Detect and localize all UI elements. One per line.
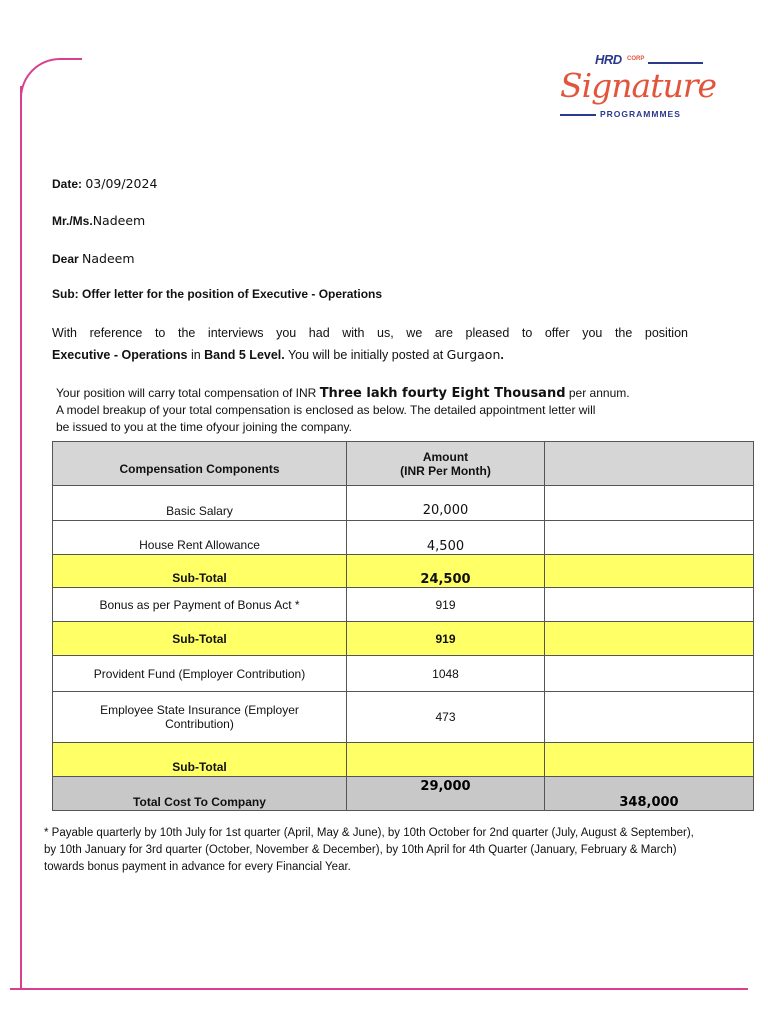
intro-line-2 xyxy=(52,348,504,362)
intro-paragraph xyxy=(52,323,688,366)
logo-programmes-text: PROGRAMMMES xyxy=(600,109,681,119)
date-line xyxy=(52,176,157,191)
row-component: Employee State Insurance (Employer Contribution) xyxy=(53,692,347,743)
header-amount-line2: (INR Per Month) xyxy=(400,463,491,478)
row-component: House Rent Allowance xyxy=(53,521,347,555)
page-border-curve xyxy=(20,58,82,100)
logo-corp-text: CORP xyxy=(627,56,645,62)
subtotal-label: Sub-Total xyxy=(53,555,347,588)
subtotal-amount: 919 xyxy=(347,622,545,656)
total-row xyxy=(53,777,754,811)
total-monthly: 29,000 xyxy=(347,777,545,811)
intro-end: . xyxy=(500,348,504,362)
row-amount: 20,000 xyxy=(347,486,545,521)
table-header-row xyxy=(53,442,754,486)
compensation-suffix: per annum. xyxy=(565,386,630,400)
subtotal-row xyxy=(53,622,754,656)
subtotal-amount xyxy=(347,743,545,777)
recipient-name: Nadeem xyxy=(92,213,146,228)
row-extra xyxy=(545,521,754,555)
table-row xyxy=(53,692,754,743)
bonus-footnote: * Payable quarterly by 10th July for 1st quarter (April, May & June), by 10th October for 2nd quarter (July, August & September), by 10th January for 3rd quarter (October, November & December), by 10th April for 4th Quarter (January, February & March) towards bonus payment in advance for every Financial Year. xyxy=(44,827,694,873)
date-label: Date: xyxy=(52,177,83,191)
row-component: Basic Salary xyxy=(53,486,347,521)
row-amount: 4,500 xyxy=(347,521,545,555)
row-extra xyxy=(545,486,754,521)
row-extra xyxy=(545,588,754,622)
row-extra xyxy=(545,622,754,656)
compensation-line-2: A model breakup of your total compensation is enclosed as below. The detailed appointment letter will xyxy=(56,403,596,417)
row-extra xyxy=(545,656,754,692)
hrd-signature-logo xyxy=(558,52,717,124)
compensation-amount-words: Three lakh fourty Eight Thousand xyxy=(319,386,566,401)
header-components: Compensation Components xyxy=(53,442,347,486)
intro-in-text: in xyxy=(187,348,205,362)
position-title: Executive - Operations xyxy=(52,348,188,362)
page-border-left xyxy=(20,86,22,990)
compensation-prefix: Your position will carry total compensation of INR xyxy=(56,386,320,400)
compensation-line-1 xyxy=(56,385,756,402)
row-component: Provident Fund (Employer Contribution) xyxy=(53,656,347,692)
recipient-label: Mr./Ms. xyxy=(52,214,93,228)
table-row xyxy=(53,486,754,521)
row-component: Bonus as per Payment of Bonus Act * xyxy=(53,588,347,622)
subtotal-amount: 24,500 xyxy=(347,555,545,588)
row-amount: 1048 xyxy=(347,656,545,692)
band-level: Band 5 Level. xyxy=(204,348,285,362)
table-row xyxy=(53,656,754,692)
logo-rule-bottom xyxy=(560,114,596,116)
header-blank xyxy=(545,442,754,486)
subtotal-row xyxy=(53,555,754,588)
salutation-name: Nadeem xyxy=(82,251,135,266)
intro-posted-text: You will be initially posted at xyxy=(284,348,447,362)
row-extra xyxy=(545,743,754,777)
table-row xyxy=(53,588,754,622)
compensation-line-3: be issued to you at the time ofyour joining the company. xyxy=(56,420,352,434)
subtotal-row xyxy=(53,743,754,777)
row-extra xyxy=(545,555,754,588)
row-amount: 473 xyxy=(347,692,545,743)
header-amount-line1: Amount xyxy=(422,449,469,464)
recipient-line xyxy=(52,213,145,228)
total-label: Total Cost To Company xyxy=(53,777,347,811)
total-annual: 348,000 xyxy=(545,777,754,811)
compensation-table xyxy=(52,441,754,811)
row-extra xyxy=(545,692,754,743)
table-row xyxy=(53,521,754,555)
row-amount: 919 xyxy=(347,588,545,622)
subtotal-label: Sub-Total xyxy=(53,743,347,777)
logo-signature-text: Signature xyxy=(560,66,717,105)
subtotal-label: Sub-Total xyxy=(53,622,347,656)
logo-hrd-text: HRD xyxy=(595,52,622,67)
location: Gurgaon xyxy=(446,347,501,362)
subject-line: Sub: Offer letter for the position of Executive - Operations xyxy=(52,287,383,301)
salutation-line xyxy=(52,251,135,266)
intro-line-1: With reference to the interviews you had with us, we are pleased to offer you the position xyxy=(52,326,688,340)
date-value: 03/09/2024 xyxy=(85,176,158,191)
salutation-label: Dear xyxy=(52,252,79,266)
logo-rule-top xyxy=(648,62,703,64)
compensation-paragraph xyxy=(56,385,756,436)
page-border-bottom xyxy=(10,988,748,990)
header-amount xyxy=(347,442,545,486)
